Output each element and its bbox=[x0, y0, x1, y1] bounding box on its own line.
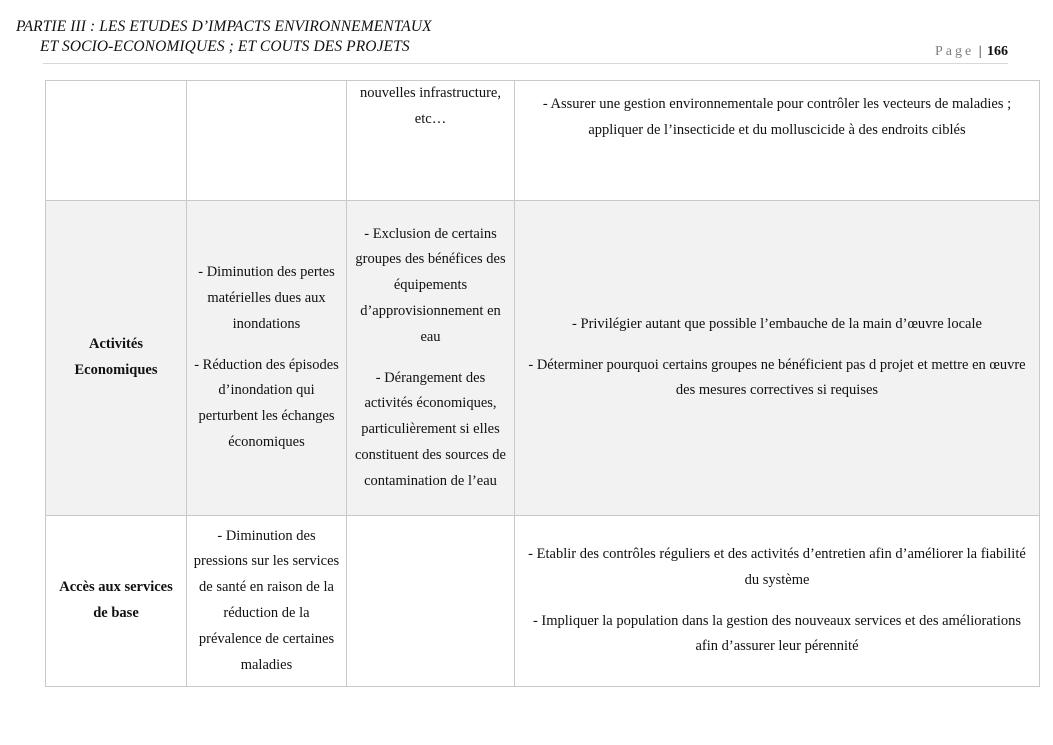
measure-text: - Etablir des contrôles réguliers et des activités d’entretien afin d’améliorer la fiabilité du système bbox=[528, 545, 1026, 588]
measure-text: - Assurer une gestion environnementale pour contrôler les vecteurs de maladies ; appliquer de l’insecticide et du molluscicide à des endroits ciblés bbox=[542, 96, 1012, 138]
measures-cell bbox=[515, 516, 1040, 687]
measure-text: - Déterminer pourquoi certains groupes ne bénéficient pas d projet et mettre en œuvre des mesures correctives si requises bbox=[528, 356, 1026, 399]
positive-impact-text: - Diminution des pertes matérielles dues aux inondations bbox=[198, 264, 335, 332]
header-title-line2: ET SOCIO-ECONOMIQUES ; ET COUTS DES PROJETS bbox=[40, 38, 410, 55]
page-indicator bbox=[935, 43, 1008, 61]
page-number: 166 bbox=[987, 44, 1008, 59]
category-label: Accès aux services de base bbox=[59, 579, 173, 621]
positive-impact-text: - Diminution des pressions sur les services de santé en raison de la réduction de la prévalence de certaines maladies bbox=[193, 527, 340, 673]
category-label: Activités Economiques bbox=[74, 336, 158, 378]
negative-impacts-cell bbox=[347, 516, 515, 687]
positive-impacts-cell bbox=[187, 81, 347, 201]
measures-cell bbox=[515, 81, 1040, 201]
page-separator: | bbox=[978, 44, 982, 59]
header-title-line1: PARTIE III : LES ETUDES D’IMPACTS ENVIRONNEMENTAUX bbox=[16, 18, 432, 35]
negative-impact-text: - Dérangement des activités économiques, particulièrement si elles constituent des sources de contamination de l’eau bbox=[354, 369, 506, 489]
negative-impacts-cell bbox=[347, 201, 515, 516]
table-row bbox=[46, 81, 1040, 201]
negative-impacts-cell bbox=[347, 81, 515, 201]
category-cell bbox=[46, 201, 187, 516]
negative-impact-text: - Exclusion de certains groupes des bénéfices des équipements d’approvisionnement en eau bbox=[355, 225, 506, 345]
measure-text: - Privilégier autant que possible l’embauche de la main d’œuvre locale bbox=[572, 315, 982, 332]
header-divider bbox=[43, 63, 1008, 64]
positive-impact-text: - Réduction des épisodes d’inondation qui perturbent les échanges économiques bbox=[194, 356, 339, 450]
category-cell bbox=[46, 81, 187, 201]
category-cell bbox=[46, 516, 187, 687]
table-row bbox=[46, 201, 1040, 516]
measure-text: - Impliquer la population dans la gestion des nouveaux services et des améliorations afin d’assurer leur pérennité bbox=[532, 612, 1022, 655]
negative-impact-text: nouvelles infrastructure, etc… bbox=[360, 85, 501, 127]
positive-impacts-cell bbox=[187, 516, 347, 687]
positive-impacts-cell bbox=[187, 201, 347, 516]
impacts-table bbox=[45, 80, 1040, 687]
page-word: Page bbox=[934, 44, 975, 59]
measures-cell bbox=[515, 201, 1040, 516]
document-header-title bbox=[16, 17, 432, 57]
table-row bbox=[46, 516, 1040, 687]
